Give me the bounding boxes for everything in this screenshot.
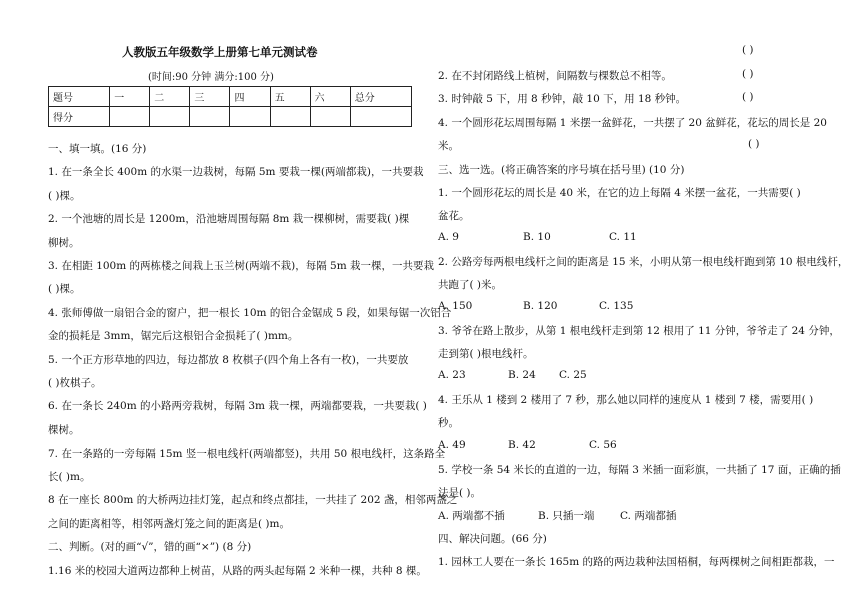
choice-options (438, 439, 617, 451)
table-cell: 三 (190, 87, 230, 107)
question-text: 走到第( )根电线杆。 (438, 348, 534, 360)
question-text: ( )枚棋子。 (48, 377, 102, 389)
score-table (48, 86, 412, 127)
table-cell: 一 (110, 87, 150, 107)
choice-option[interactable]: A. 150 (438, 300, 473, 312)
question-text: 4. 张师傅做一扇铝合金的窗户，把一根长 10m 的铝合金锯成 5 段，如果每锯一次铝合 (48, 307, 452, 319)
answer-paren[interactable]: ( ) (748, 138, 760, 150)
question-text: 5. 学校一条 54 米长的直道的一边，每隔 3 米插一面彩旗，一共插了 17 面，正确的插 (438, 464, 841, 476)
question-text: ( )棵。 (48, 190, 81, 202)
table-cell: 题号 (49, 87, 110, 107)
table-cell: 二 (150, 87, 190, 107)
table-cell[interactable] (110, 107, 150, 127)
question-text: 柳树。 (48, 237, 80, 249)
choice-options (438, 300, 633, 312)
table-cell[interactable] (350, 107, 411, 127)
answer-paren[interactable]: ( ) (742, 91, 754, 103)
question-text: 1. 园林工人要在一条长 165m 的路的两边栽种法国梧桐，每两棵树之间相距都栽，一 (438, 556, 835, 568)
choice-option[interactable]: A. 23 (438, 369, 466, 381)
table-cell: 五 (270, 87, 310, 107)
table-cell[interactable] (150, 107, 190, 127)
question-text: 3. 时钟敲 5 下，用 8 秒钟，敲 10 下，用 18 秒钟。 (438, 93, 687, 105)
question-text: 3. 爷爷在路上散步，从第 1 根电线杆走到第 12 根用了 11 分钟，爷爷走了 24 分钟， (438, 325, 840, 337)
table-cell: 六 (310, 87, 350, 107)
question-text: 秒。 (438, 417, 459, 429)
question-text: 7. 在一条路的一旁每隔 15m 竖一根电线杆(两端都竖)，共用 50 根电线杆，这条路全 (48, 448, 446, 460)
answer-paren[interactable]: ( ) (742, 44, 754, 56)
choice-option[interactable]: B. 120 (523, 300, 558, 312)
section-heading: 三、选一选。(将正确答案的序号填在括号里) (10 分) (438, 164, 685, 176)
question-text: 法是( )。 (438, 487, 482, 499)
exam-info: (时间:90 分钟 满分:100 分) (148, 72, 274, 83)
choice-option[interactable]: C. 两端都插 (620, 510, 677, 522)
choice-option[interactable]: C. 11 (609, 231, 637, 243)
section-heading: 一、填一填。(16 分) (48, 143, 147, 155)
choice-option[interactable]: B. 10 (523, 231, 551, 243)
choice-option[interactable]: B. 42 (508, 439, 536, 451)
choice-option[interactable]: C. 56 (589, 439, 617, 451)
choice-options (438, 369, 587, 381)
table-row (49, 107, 412, 127)
choice-option[interactable]: B. 24 (508, 369, 536, 381)
question-text: 4. 一个圆形花坛周围每隔 1 米摆一盆鲜花，一共摆了 20 盆鲜花，花坛的周长是 20 (438, 117, 827, 129)
question-text: 长( )m。 (48, 471, 91, 483)
question-text: 2. 一个池塘的周长是 1200m，沿池塘周围每隔 8m 栽一棵柳树，需要栽( )棵 (48, 213, 410, 225)
table-row (49, 87, 412, 107)
choice-option[interactable]: A. 9 (438, 231, 459, 243)
question-text: 1.16 米的校园大道两边都种上树苗，从路的两头起每隔 2 米种一棵，共种 8 棵。 (48, 565, 427, 577)
question-text: 1. 在一条全长 400m 的水渠一边栽树，每隔 5m 要栽一棵(两端都栽)，一共要栽 (48, 166, 424, 178)
choice-options (438, 231, 637, 243)
table-cell: 总分 (350, 87, 411, 107)
question-text: 4. 王乐从 1 楼到 2 楼用了 7 秒，那么她以同样的速度从 1 楼到 7 楼，需要用( ) (438, 394, 814, 406)
table-cell[interactable] (190, 107, 230, 127)
question-text: 6. 在一条长 240m 的小路两旁栽树，每隔 3m 栽一棵，两端都要栽，一共要栽( ) (48, 400, 427, 412)
section-heading: 二、判断。(对的画“√”，错的画“×”) (8 分) (48, 541, 252, 553)
page-title: 人教版五年级数学上册第七单元测试卷 (122, 45, 318, 59)
table-cell[interactable] (230, 107, 270, 127)
question-text: 之间的距离相等，相邻两盏灯笼之间的距离是( )m。 (48, 518, 290, 530)
question-text: 3. 在相距 100m 的两栋楼之间栽上玉兰树(两端不栽)，每隔 5m 栽一棵，一共要栽 (48, 260, 435, 272)
table-cell: 得分 (49, 107, 110, 127)
section-heading: 四、解决问题。(66 分) (438, 533, 547, 545)
question-text: 8 在一座长 800m 的大桥两边挂灯笼，起点和终点都挂，一共挂了 202 盏，相邻两盏之 (48, 494, 458, 506)
choice-option[interactable]: C. 25 (559, 369, 587, 381)
answer-paren[interactable]: ( ) (742, 68, 754, 80)
question-text: 盆花。 (438, 210, 470, 222)
choice-option[interactable]: A. 两端都不插 (438, 510, 505, 522)
table-cell: 四 (230, 87, 270, 107)
choice-option[interactable]: C. 135 (599, 300, 634, 312)
question-text: 1. 一个圆形花坛的周长是 40 米，在它的边上每隔 4 米摆一盆花，一共需要( ) (438, 187, 801, 199)
question-text: 共跑了( )米。 (438, 279, 503, 291)
choice-option[interactable]: A. 49 (438, 439, 466, 451)
question-text: 5. 一个正方形草地的四边，每边都放 8 枚棋子(四个角上各有一枚)，一共要放 (48, 354, 409, 366)
choice-option[interactable]: B. 只插一端 (538, 510, 595, 522)
question-text: 棵树。 (48, 424, 80, 436)
question-text: 金的损耗是 3mm，锯完后这根铝合金损耗了( )mm。 (48, 330, 299, 342)
question-text: 2. 公路旁每两根电线杆之间的距离是 15 米，小明从第一根电线杆跑到第 10 根电线杆， (438, 256, 849, 268)
question-text: 米。 (438, 140, 459, 152)
question-text: 2. 在不封闭路线上植树，间隔数与棵数总不相等。 (438, 70, 672, 82)
choice-options (438, 508, 676, 523)
table-cell[interactable] (310, 107, 350, 127)
question-text: ( )棵。 (48, 283, 81, 295)
table-cell[interactable] (270, 107, 310, 127)
